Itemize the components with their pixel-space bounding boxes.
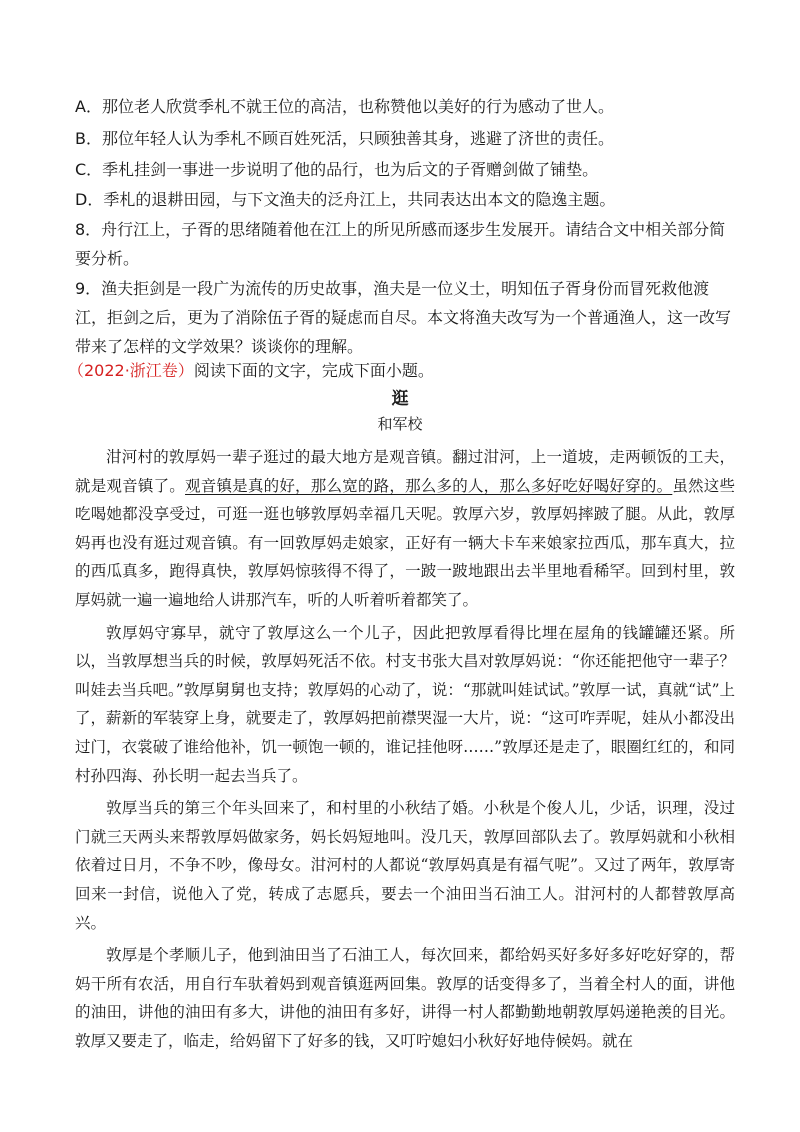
passage-author: 和军校 xyxy=(377,415,423,433)
underlined-sentence: 观音镇是真的好，那么宽的路，那么多的人，那么多好吃好喝好穿的。 xyxy=(185,476,673,495)
paragraph-3: 敦厚当兵的第三个年头回来了，和村里的小秋结了婚。小秋是个俊人儿，少话，识理，没过门就三天两头来帮敦厚妈做家务，妈长妈短地叫。没几天，敦厚回部队去了。敦厚妈就和小秋相依着过日月，不争不吵，像母女。泔河村的人都说“敦厚妈真是有福气呢”。又过了两年，敦厚寄回来一封信，说他入了党，转成了志愿兵，要去一个油田当石油工人。泔河村的人都替敦厚高兴。 xyxy=(75,799,735,932)
paragraph-1-part-b: 虽然这些吃喝她都没享受过，可逛一逛也够敦厚妈幸福几天呢。敦厚六岁，敦厚妈摔跛了腿。从此，敦厚妈再也没有逛过观音镇。有一回敦厚妈走娘家，正好有一辆大卡车来娘家拉西瓜，那车真大，拉的西瓜真多，跑得真快，敦厚妈惊骇得不得了，一跛一跛地跟出去半里地看稀罕。回到村里，敦厚妈就一遍一遍地给人讲那汽车，听的人听着听着都笑了。 xyxy=(75,476,735,609)
source-tag: （2022·浙江卷） xyxy=(68,361,194,380)
paragraph-4: 敦厚是个孝顺儿子，他到油田当了石油工人，每次回来，都给妈买好多好多好吃好穿的，帮妈干所有农活，用自行车驮着妈到观音镇逛两回集。敦厚的话变得多了，当着全村人的面，讲他的油田，讲他的油田有多大，讲他的油田有多好，讲得一村人都勤勤地朝敦厚妈递艳羡的目光。敦厚又要走了，临走，给妈留下了好多的钱，又叮咛媳妇小秋好好地侍候妈。就在 xyxy=(75,946,735,1050)
intro-text: 阅读下面的文字，完成下面小题。 xyxy=(193,361,434,380)
passage-title: 逛 xyxy=(391,389,409,409)
passage-intro xyxy=(68,356,728,385)
question-8: 8．舟行江上，子胥的思绪随着他在江上的所见所感而逐步生发展开。请结合文中相关部分简要分析。 xyxy=(75,220,726,268)
option-c: C．季札挂剑一事进一步说明了他的品行，也为后文的子胥赠剑做了铺垫。 xyxy=(75,160,599,179)
passage-body xyxy=(75,443,735,1059)
paragraph-2: 敦厚妈守寡早，就守了敦厚这么一个儿子，因此把敦厚看得比埋在屋角的钱罐罐还紧。所以，当敦厚想当兵的时候，敦厚妈死活不依。村支书张大昌对敦厚妈说：“你还能把他守一辈子？叫娃去当兵吧。”敦厚舅舅也支持；敦厚妈的心动了，说：“那就叫娃试试。”敦厚一试，真就“试”上了，薪新的军装穿上身，就要走了，敦厚妈把前襟哭湿一大片，说：“这可咋弄呢，娃从小都没出过门，衣裳破了谁给他补，饥一顿饱一顿的，谁记挂他呀……”敦厚还是走了，眼圈红红的，和同村孙四海、孙长明一起去当兵了。 xyxy=(75,623,735,785)
option-a: A．那位老人欣赏季札不就王位的高洁，也称赞他以美好的行为感动了世人。 xyxy=(75,97,614,116)
option-b: B．那位年轻人认为季札不顾百姓死活，只顾独善其身，逃避了济世的责任。 xyxy=(75,129,614,148)
question-9: 9．渔夫拒剑是一段广为流传的历史故事，渔夫是一位义士，明知伍子胥身份而冒死救他渡江，拒剑之后，更为了消除伍子胥的疑虑而自尽。本文将渔夫改写为一个普通渔人，这一改写带来了怎样的文学效果？谈谈你的理解。 xyxy=(75,279,732,356)
paragraph-1-part-a: 泔河村的敦厚妈一辈子逛过的最大地方是观音镇。翻过泔河，上一道坡，走两顿饭的工夫，就是观音镇了。 xyxy=(75,448,735,495)
option-d: D．季札的退耕田园，与下文渔夫的泛舟江上，共同表达出本文的隐逸主题。 xyxy=(75,190,616,209)
paragraph-1 xyxy=(75,443,735,615)
